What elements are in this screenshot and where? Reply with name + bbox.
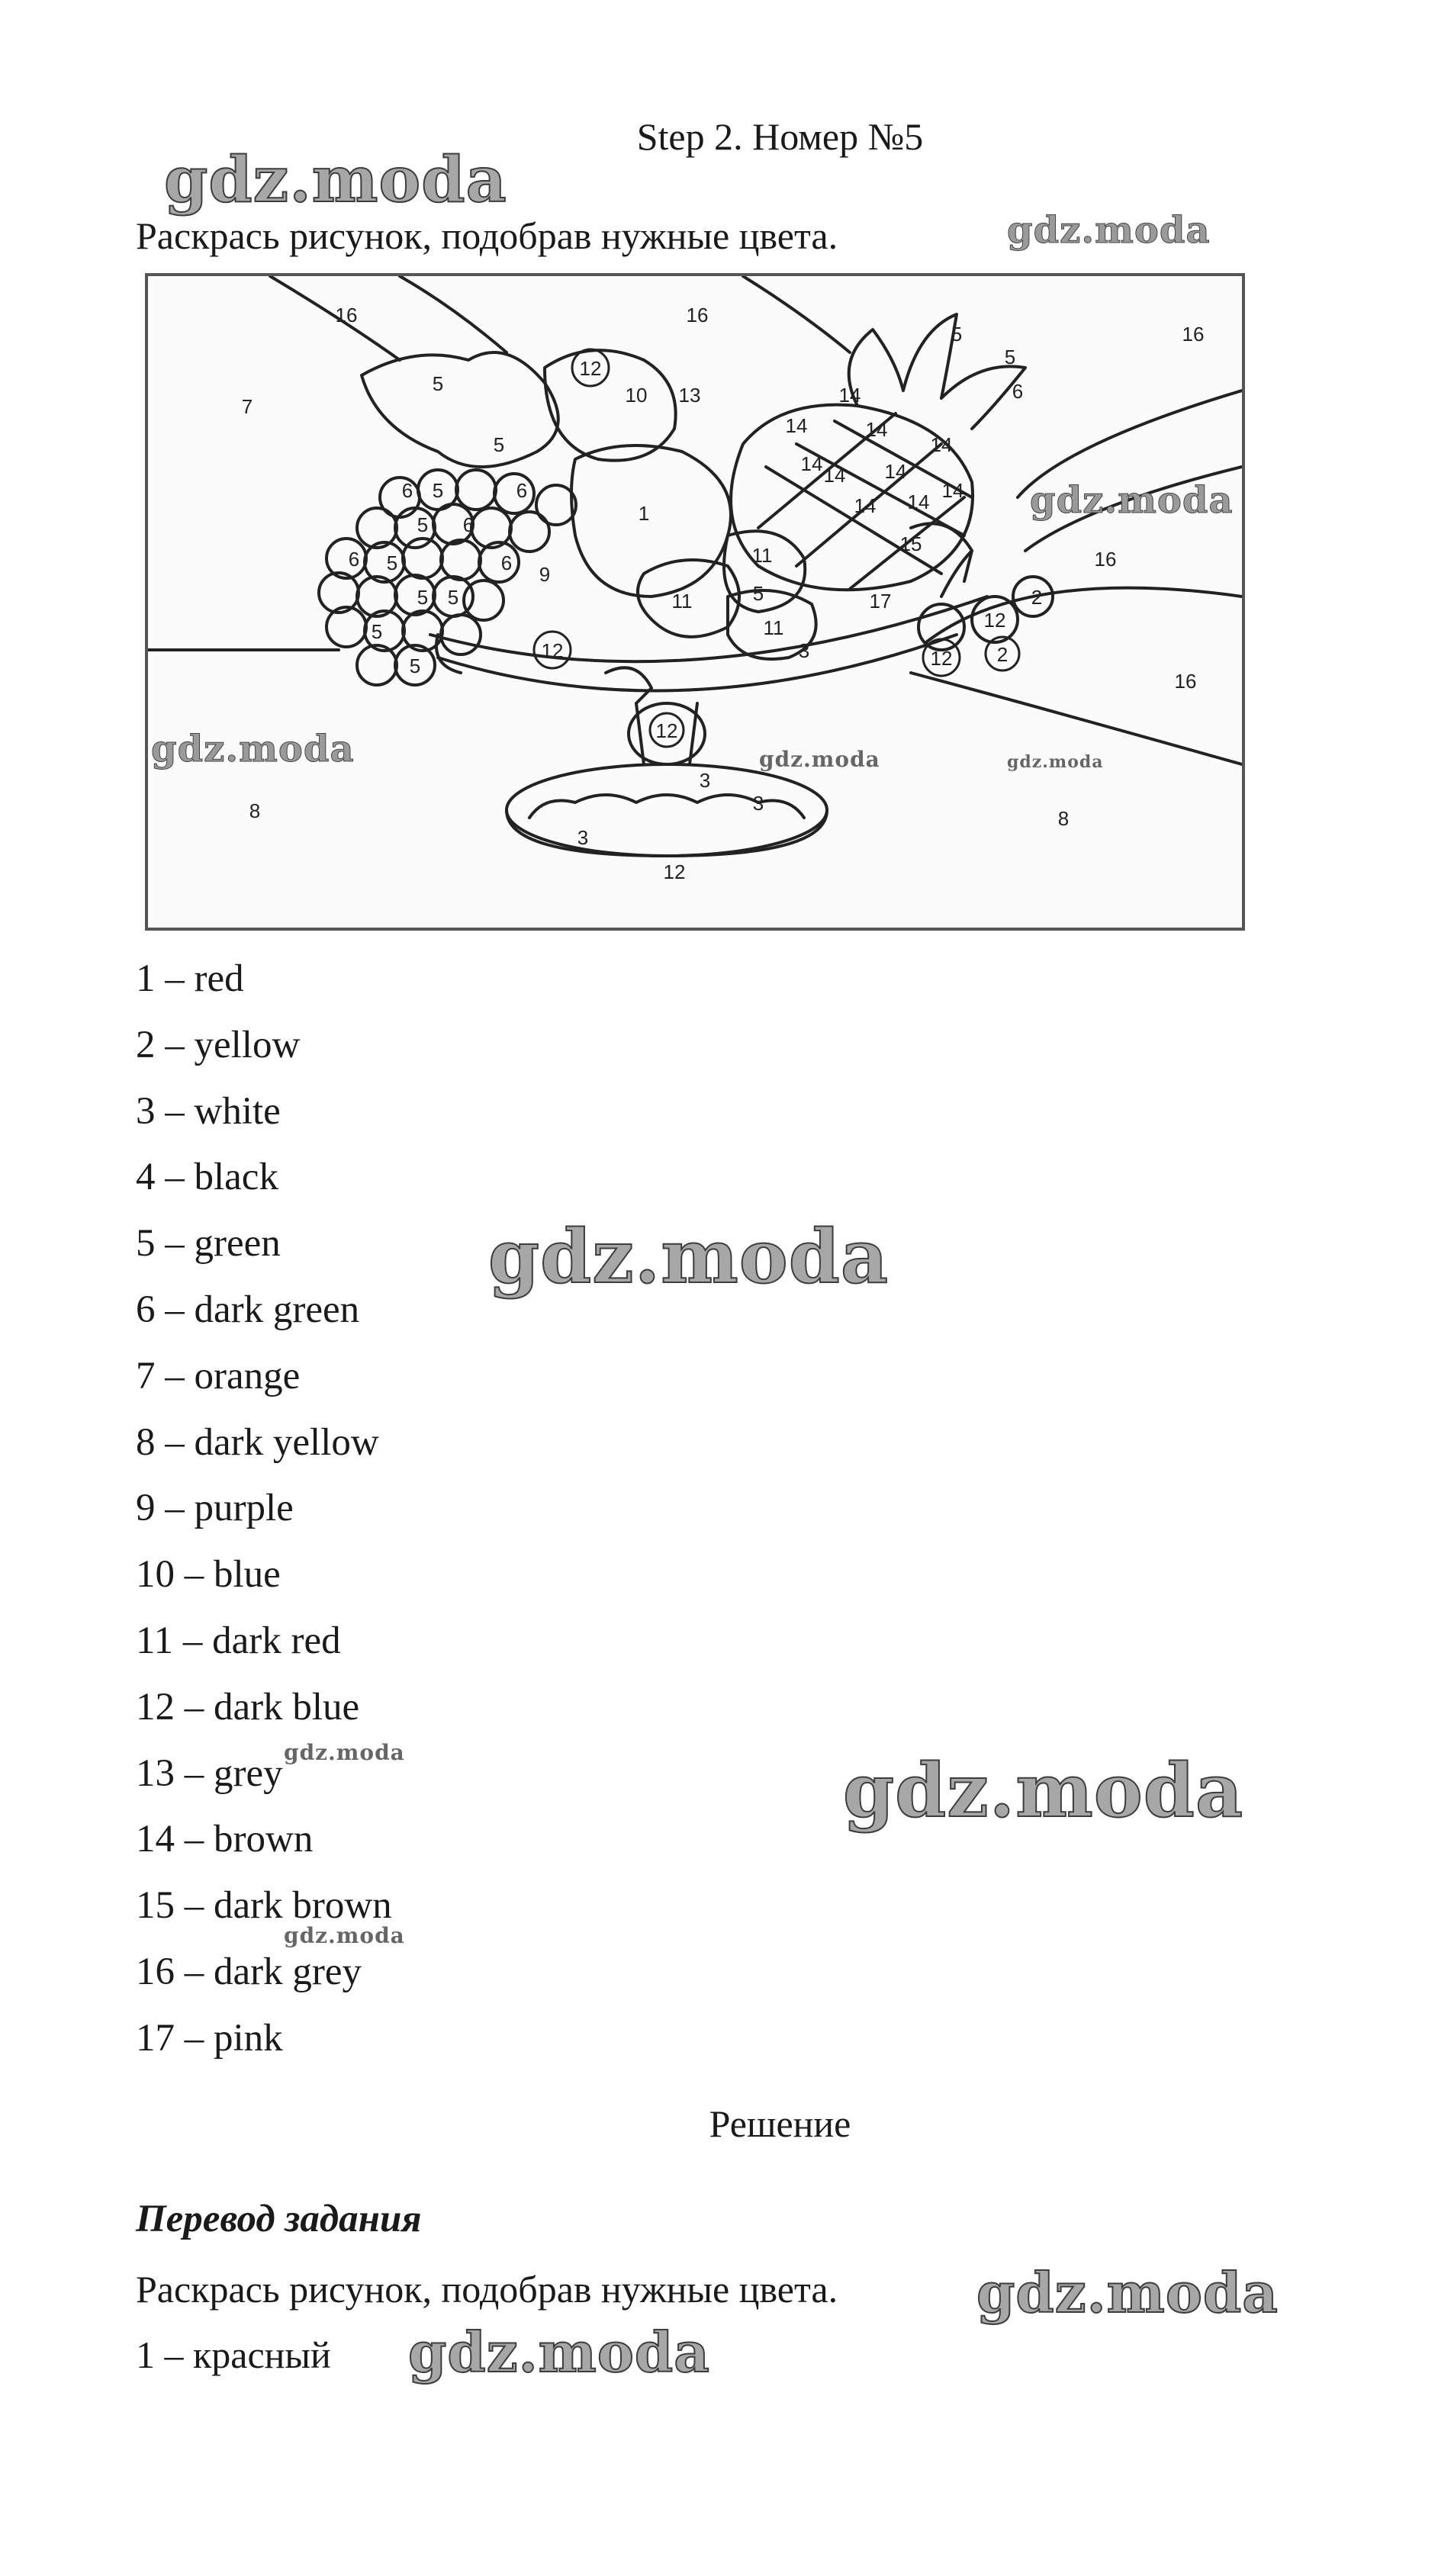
region-label: 12 [930, 647, 953, 670]
legend-item [136, 1674, 392, 1741]
legend-number: 3 [136, 1089, 156, 1133]
region-label: 12 [541, 639, 564, 662]
watermark: gdz.moda [488, 1214, 890, 1300]
region-label: 1 [638, 502, 650, 525]
legend-item [136, 2005, 392, 2072]
region-label: 7 [241, 395, 253, 418]
legend-separator: – [165, 957, 185, 1000]
region-label: 5 [951, 323, 963, 346]
legend-item [136, 946, 392, 1012]
legend-separator: – [165, 1156, 185, 1199]
region-label: 14 [854, 494, 877, 517]
translation-heading: Перевод задания [136, 2198, 422, 2240]
translation-item: 1 – красный [136, 2333, 331, 2376]
translation-text: Раскрась рисунок, подобрав нужные цвета. [136, 2268, 838, 2311]
region-label: 6 [516, 479, 528, 502]
region-label: 10 [625, 384, 648, 407]
legend-number: 9 [136, 1487, 156, 1530]
region-label: 9 [539, 563, 551, 586]
legend-separator: – [165, 1420, 185, 1464]
legend-separator: – [184, 1685, 204, 1729]
legend-item [136, 1475, 392, 1542]
legend-item [136, 1939, 392, 2005]
region-label: 6 [1012, 380, 1024, 403]
legend-number: 10 [136, 1553, 175, 1597]
region-label: 6 [462, 513, 475, 536]
region-label: 6 [348, 548, 360, 571]
region-label: 5 [386, 552, 398, 574]
legend-number: 14 [136, 1818, 175, 1861]
coloring-picture [145, 273, 1245, 931]
legend-color: black [194, 1156, 278, 1199]
legend-color: dark red [212, 1619, 341, 1662]
region-label: 14 [907, 490, 930, 513]
legend-number: 5 [136, 1222, 156, 1265]
legend-number: 11 [136, 1619, 174, 1662]
region-label: 5 [493, 433, 505, 456]
legend-separator: – [165, 1354, 185, 1397]
legend-color: dark yellow [194, 1420, 379, 1464]
legend-separator: – [184, 1818, 204, 1861]
region-label: 5 [417, 586, 429, 609]
region-label: 12 [655, 719, 678, 742]
region-label: 14 [941, 479, 964, 502]
watermark: gdz.moda [976, 2260, 1279, 2325]
legend-number: 13 [136, 1751, 175, 1795]
region-label: 5 [432, 372, 444, 395]
legend-number: 1 [136, 957, 156, 1000]
region-label: 14 [865, 418, 888, 441]
legend-separator: – [184, 1553, 204, 1597]
legend-number: 16 [136, 1950, 175, 1993]
legend-color: dark green [194, 1288, 360, 1331]
legend-separator: – [182, 1619, 203, 1662]
legend-item [136, 1542, 392, 1608]
region-label: 6 [500, 552, 513, 574]
watermark: gdz.moda [284, 1740, 405, 1765]
legend-number: 4 [136, 1156, 156, 1199]
region-label: 8 [249, 799, 261, 822]
legend-separator: – [184, 1751, 204, 1795]
legend-color: dark grey [214, 1950, 362, 1993]
fruit-bowl-drawing [148, 276, 1242, 928]
legend-separator: – [184, 1950, 204, 1993]
region-label: 2 [1031, 586, 1043, 609]
task-instruction: Раскрась рисунок, подобрав нужные цвета. [136, 214, 838, 257]
legend-number: 6 [136, 1288, 156, 1331]
region-label: 15 [899, 532, 922, 555]
region-label: 11 [763, 616, 784, 639]
region-label: 3 [752, 792, 764, 815]
legend-item [136, 1343, 392, 1410]
legend-item [136, 1410, 392, 1476]
legend-color: dark brown [214, 1884, 392, 1928]
legend-color: dark blue [214, 1685, 360, 1729]
legend-separator: – [184, 2016, 204, 2060]
region-label: 3 [798, 639, 810, 662]
region-label: 5 [409, 654, 421, 677]
region-label: 14 [884, 460, 907, 483]
legend-color: red [194, 957, 244, 1000]
legend-item [136, 1012, 392, 1079]
region-label: 16 [686, 304, 709, 326]
legend-number: 8 [136, 1420, 156, 1464]
region-label: 5 [371, 620, 383, 643]
region-label: 14 [838, 384, 861, 407]
region-label: 14 [800, 452, 823, 475]
region-label: 5 [417, 513, 429, 536]
page-title: Step 2. Номер №5 [636, 115, 924, 158]
region-label: 11 [671, 590, 693, 613]
region-label: 5 [432, 479, 444, 502]
watermark: gdz.moda [1007, 209, 1211, 252]
legend-color: pink [214, 2016, 283, 2060]
region-label: 6 [401, 479, 413, 502]
region-label: 14 [785, 414, 808, 437]
legend-separator: – [165, 1487, 185, 1530]
legend-separator: – [165, 1023, 185, 1066]
region-label: 16 [1174, 670, 1197, 693]
region-label: 16 [335, 304, 358, 326]
legend-item [136, 1806, 392, 1873]
region-label: 5 [1004, 346, 1016, 368]
legend-number: 12 [136, 1685, 175, 1729]
region-label: 8 [1057, 807, 1070, 830]
region-label: 3 [699, 769, 711, 792]
legend-color: white [194, 1089, 281, 1133]
color-legend [136, 946, 392, 2072]
watermark: gdz.moda [408, 2320, 710, 2385]
watermark: gdz.moda [1030, 479, 1234, 522]
legend-item [136, 1211, 392, 1277]
legend-number: 15 [136, 1884, 175, 1928]
watermark: gdz.moda [1007, 752, 1104, 772]
legend-color: purple [194, 1487, 294, 1530]
region-label: 14 [930, 433, 953, 456]
region-label: 5 [752, 582, 764, 605]
watermark: gdz.moda [151, 728, 355, 770]
legend-color: orange [194, 1354, 301, 1397]
legend-separator: – [184, 1884, 204, 1928]
solution-heading: Решение [709, 2102, 851, 2145]
legend-item [136, 1277, 392, 1343]
region-label: 13 [678, 384, 701, 407]
watermark: gdz.moda [759, 747, 880, 772]
watermark: gdz.moda [843, 1748, 1244, 1834]
legend-separator: – [165, 1288, 185, 1331]
region-label: 5 [447, 586, 459, 609]
legend-number: 7 [136, 1354, 156, 1397]
region-label: 14 [823, 464, 846, 487]
region-label: 16 [1182, 323, 1205, 346]
legend-separator: – [165, 1089, 185, 1133]
region-label: 17 [869, 590, 892, 613]
region-label: 12 [663, 860, 686, 883]
watermark: gdz.moda [284, 1923, 405, 1948]
legend-item [136, 1608, 392, 1674]
legend-number: 17 [136, 2016, 175, 2060]
region-label: 12 [579, 357, 602, 380]
legend-separator: – [165, 1222, 185, 1265]
legend-color: brown [214, 1818, 314, 1861]
region-label: 3 [577, 826, 589, 849]
watermark: gdz.moda [164, 143, 507, 217]
legend-color: grey [214, 1751, 283, 1795]
legend-color: blue [214, 1553, 281, 1597]
legend-item [136, 1079, 392, 1145]
region-label: 16 [1094, 548, 1117, 571]
legend-color: green [194, 1222, 281, 1265]
region-label: 2 [996, 643, 1009, 666]
legend-item [136, 1144, 392, 1211]
region-label: 11 [751, 544, 773, 567]
region-label: 12 [983, 609, 1006, 632]
legend-color: yellow [194, 1023, 301, 1066]
legend-number: 2 [136, 1023, 156, 1066]
